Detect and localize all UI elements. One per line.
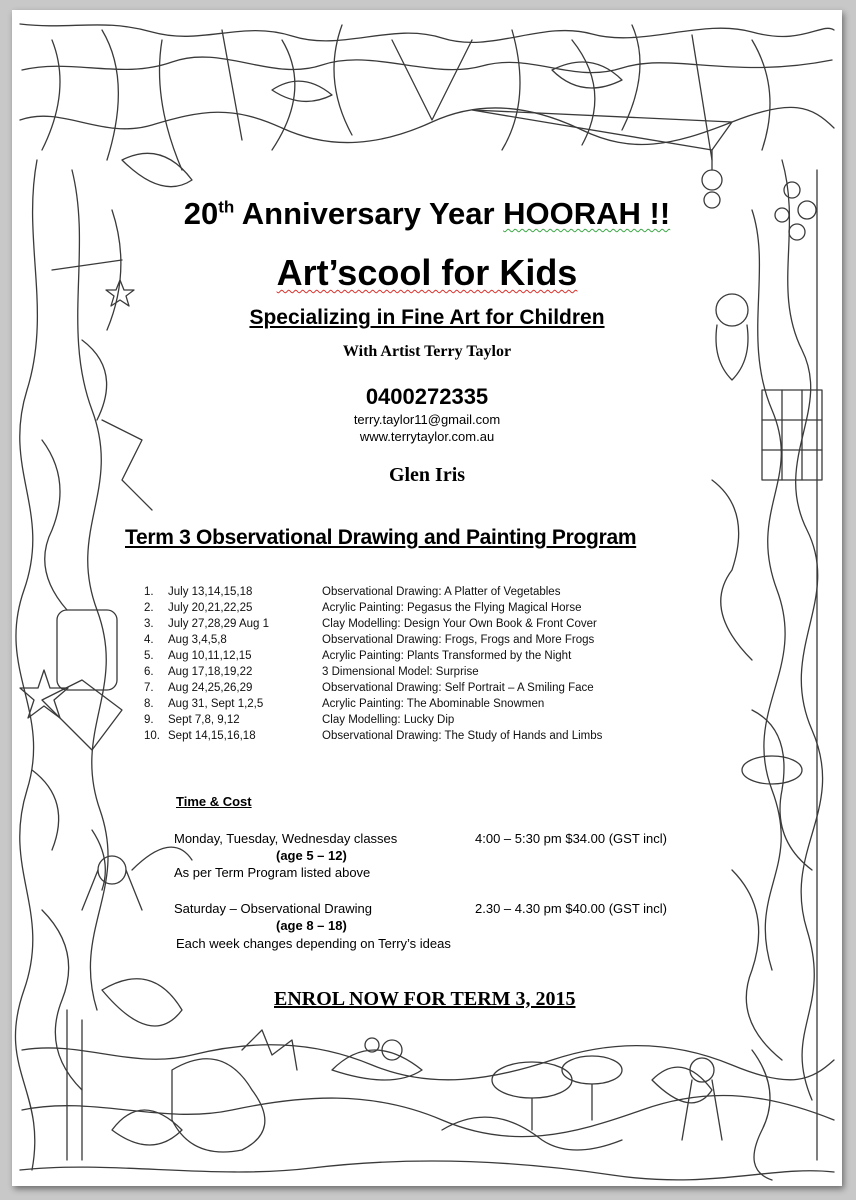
program-item-number: 3. [144, 618, 154, 630]
email-address: terry.taylor11@gmail.com [353, 412, 501, 427]
specializing-subtitle: Specializing in Fine Art for Children [249, 306, 605, 329]
program-item-activity: Acrylic Painting: Pegasus the Flying Magical Horse [322, 602, 582, 614]
anniversary-heading [12, 196, 842, 232]
weekday-time-price: 4:00 – 5:30 pm $34.00 (GST incl) [475, 831, 667, 846]
program-item-dates: Aug 17,18,19,22 [168, 666, 253, 678]
program-item-dates: July 13,14,15,18 [168, 586, 253, 598]
program-item-dates: July 20,21,22,25 [168, 602, 253, 614]
program-item [144, 586, 704, 601]
program-item-activity: 3 Dimensional Model: Surprise [322, 666, 479, 678]
program-item [144, 714, 704, 729]
time-cost-heading: Time & Cost [176, 794, 252, 809]
saturday-time-price: 2.30 – 4.30 pm $40.00 (GST incl) [475, 901, 667, 916]
anniv-suffix: th [218, 197, 235, 217]
program-item-activity: Acrylic Painting: The Abominable Snowmen [322, 698, 545, 710]
program-item-number: 7. [144, 682, 154, 694]
artist-line: With Artist Terry Taylor [342, 343, 512, 360]
program-item-number: 10. [144, 730, 160, 742]
program-item-dates: Sept 14,15,16,18 [168, 730, 256, 742]
program-item-number: 4. [144, 634, 154, 646]
program-item-number: 5. [144, 650, 154, 662]
program-item [144, 682, 704, 697]
program-item [144, 618, 704, 633]
location: Glen Iris [388, 464, 466, 486]
program-item-number: 9. [144, 714, 154, 726]
program-item-number: 8. [144, 698, 154, 710]
saturday-classes: Saturday – Observational Drawing [174, 901, 372, 916]
program-item-activity: Clay Modelling: Design Your Own Book & Front Cover [322, 618, 597, 630]
program-item [144, 634, 704, 649]
enrol-banner: ENROL NOW FOR TERM 3, 2015 [274, 988, 576, 1010]
program-item [144, 602, 704, 617]
weekday-classes: Monday, Tuesday, Wednesday classes [174, 831, 398, 846]
program-item-activity: Acrylic Painting: Plants Transformed by the Night [322, 650, 572, 662]
program-item-dates: Aug 24,25,26,29 [168, 682, 253, 694]
program-item-number: 1. [144, 586, 154, 598]
program-item [144, 698, 704, 713]
school-name-text: Art’scool for Kids [276, 252, 578, 293]
saturday-age: (age 8 – 18) [276, 918, 347, 933]
program-item-dates: Aug 10,11,12,15 [168, 650, 252, 662]
program-item-dates: July 27,28,29 Aug 1 [168, 618, 270, 630]
weekday-age: (age 5 – 12) [276, 848, 347, 863]
anniv-number: 20 [183, 196, 219, 231]
program-item-dates: Aug 31, Sept 1,2,5 [168, 698, 264, 710]
phone-number: 0400272335 [365, 384, 489, 409]
anniv-text: Anniversary Year [234, 196, 504, 231]
program-item-activity: Observational Drawing: The Study of Hands and Limbs [322, 730, 603, 742]
weekday-note: As per Term Program listed above [174, 865, 371, 880]
school-name [12, 252, 842, 294]
program-item-activity: Observational Drawing: Frogs, Frogs and More Frogs [322, 634, 595, 646]
program-item-dates: Aug 3,4,5,8 [168, 634, 227, 646]
program-item [144, 730, 704, 745]
program-item-activity: Observational Drawing: A Platter of Vegetables [322, 586, 561, 598]
program-item-activity: Observational Drawing: Self Portrait – A Smiling Face [322, 682, 594, 694]
program-title: Term 3 Observational Drawing and Painting Program [125, 526, 637, 549]
document-page [12, 10, 842, 1186]
program-item-number: 2. [144, 602, 154, 614]
program-item-activity: Clay Modelling: Lucky Dip [322, 714, 455, 726]
website-url: www.terrytaylor.com.au [359, 429, 495, 444]
program-item [144, 650, 704, 665]
program-item [144, 666, 704, 681]
saturday-note: Each week changes depending on Terry’s ideas [176, 936, 451, 951]
program-item-number: 6. [144, 666, 154, 678]
anniv-hoorah: HOORAH !! [503, 196, 671, 231]
program-item-dates: Sept 7,8, 9,12 [168, 714, 240, 726]
